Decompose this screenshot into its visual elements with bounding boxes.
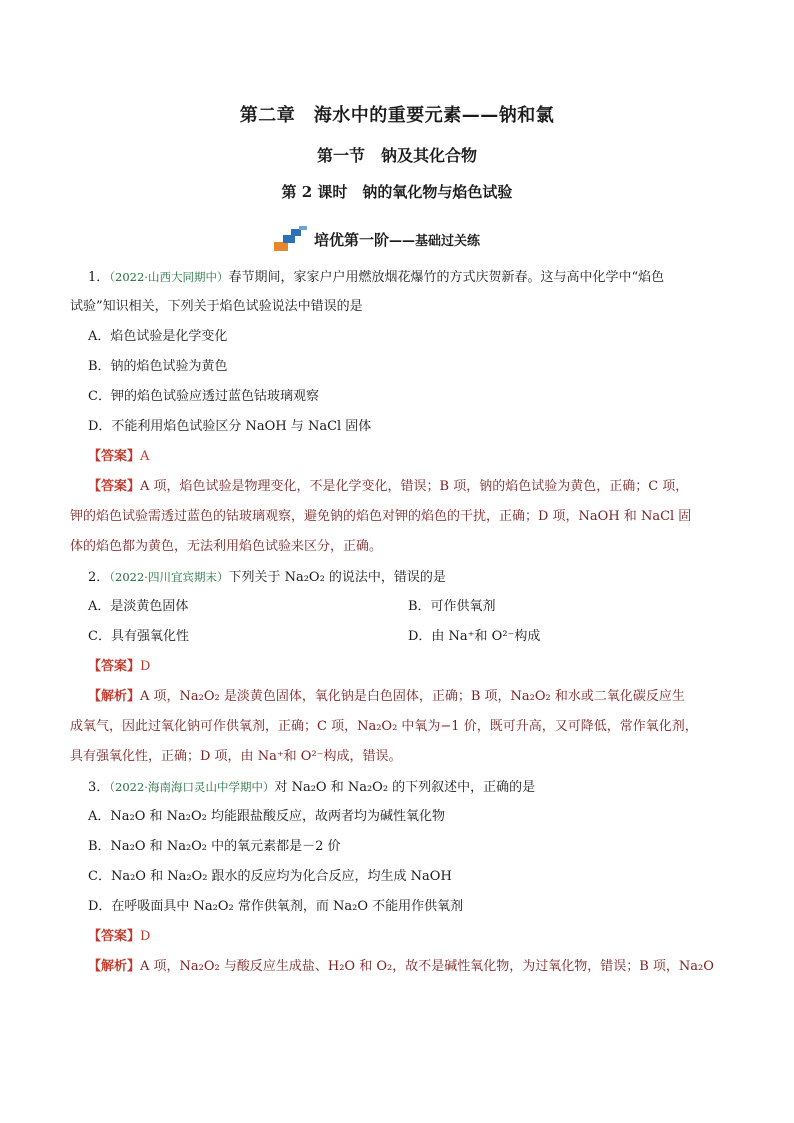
q2-stem — [70, 562, 730, 592]
level-banner — [274, 224, 480, 254]
q2-answer — [70, 652, 730, 682]
q3-option-b: B．Na₂O 和 Na₂O₂ 中的氧元素都是－2 价 — [88, 839, 341, 854]
q1-answer — [70, 442, 730, 472]
q2-options-row2 — [70, 622, 730, 652]
q2-answer-value: D — [140, 659, 151, 674]
q3-stem — [70, 772, 730, 802]
q2-source: （2022·四川宜宾期末） — [109, 570, 229, 584]
section-title: 第一节 钠及其化合物 — [316, 146, 477, 165]
q3-option-a: A．Na₂O 和 Na₂O₂ 均能跟盐酸反应，故两者均为碱性氧化物 — [88, 809, 445, 824]
q3-stem-text: 对 Na₂O 和 Na₂O₂ 的下列叙述中，正确的是 — [274, 780, 536, 795]
q2-stem-text: 下列关于 Na₂O₂ 的说法中，错误的是 — [228, 570, 446, 585]
banner-subtitle: ——基础过关练 — [389, 233, 481, 249]
lesson-title: 第 2 课时 钠的氧化物与焰色试验 — [281, 183, 513, 201]
q1-option-a: A．焰色试验是化学变化 — [88, 329, 228, 344]
q2-option-c: C．具有强氧化性 — [88, 629, 189, 644]
q1-option-b: B．钠的焰色试验为黄色 — [88, 359, 228, 374]
q3-answer — [70, 922, 730, 952]
q1-explanation-line3: 体的焰色都为黄色，无法利用焰色试验来区分，正确。 — [70, 539, 383, 554]
q3-option-d: D．在呼吸面具中 Na₂O₂ 常作供氧剂，而 Na₂O 不能用作供氧剂 — [88, 899, 464, 914]
q1-number: 1． — [88, 270, 110, 285]
q1-answer-value: A — [140, 449, 150, 464]
q2-answer-tag: 【答案】 — [88, 659, 141, 674]
q2-option-a: A．是淡黄色固体 — [88, 599, 189, 614]
q3-option-c: C．Na₂O 和 Na₂O₂ 跟水的反应均为化合反应，均生成 NaOH — [88, 869, 452, 884]
banner-title: 培优第一阶 — [314, 230, 390, 249]
q2-explanation-line3: 具有强氧化性，正确；D 项，由 Na⁺和 O²⁻构成，错误。 — [70, 749, 402, 764]
q2-option-d: D．由 Na⁺和 O²⁻构成 — [408, 629, 541, 644]
q3-explanation-tag: 【解析】 — [88, 959, 141, 974]
question-list — [70, 262, 730, 982]
q2-explanation-text1: A 项，Na₂O₂ 是淡黄色固体，氧化钠是白色固体，正确；B 项，Na₂O₂ 和水或二氧化碳反应生 — [140, 689, 685, 704]
q2-explanation-tag: 【解析】 — [88, 689, 141, 704]
q1-explanation-line2: 钾的焰色试验需透过蓝色的钴玻璃观察，避免钠的焰色对钾的焰色的干扰，正确；D 项，NaOH 和 NaCl 固 — [70, 509, 692, 524]
q2-number: 2． — [88, 570, 110, 585]
q2-explanation-line2: 成氧气，因此过氧化钠可作供氧剂，正确；C 项，Na₂O₂ 中氧为−1 价，既可升高，又可降低，常作氧化剂， — [70, 719, 698, 734]
q2-option-b: B．可作供氧剂 — [408, 599, 496, 614]
q3-answer-value: D — [140, 929, 151, 944]
q3-explanation-text1: A 项，Na₂O₂ 与酸反应生成盐、H₂O 和 O₂，故不是碱性氧化物，为过氧化物，错误；B 项，Na₂O — [140, 959, 714, 974]
q1-stem-text1: 春节期间，家家户户用燃放烟花爆竹的方式庆贺新春。这与高中化学中“焰色 — [228, 270, 665, 285]
q2-options-row1 — [70, 592, 730, 622]
q1-answer-tag: 【答案】 — [88, 449, 141, 464]
q3-number: 3． — [88, 780, 110, 795]
q1-source: （2022·山西大同期中） — [109, 270, 229, 284]
q3-answer-tag: 【答案】 — [88, 929, 141, 944]
q3-explanation-line1 — [70, 952, 730, 982]
q1-stem-line1 — [70, 262, 730, 292]
q1-explanation-line1 — [70, 472, 730, 502]
q1-explanation-text1: A 项，焰色试验是物理变化，不是化学变化，错误；B 项，钠的焰色试验为黄色，正确；C 项， — [140, 479, 689, 494]
q1-option-c: C．钾的焰色试验应透过蓝色钴玻璃观察 — [88, 389, 319, 404]
q1-stem-line2: 试验”知识相关，下列关于焰色试验说法中错误的是 — [70, 299, 363, 314]
q2-explanation-line1 — [70, 682, 730, 712]
q1-explanation-tag: 【答案】 — [88, 479, 141, 494]
chapter-title: 第二章 海水中的重要元素——钠和氯 — [239, 105, 555, 126]
q1-option-d: D．不能利用焰色试验区分 NaOH 与 NaCl 固体 — [88, 419, 372, 434]
q3-source: （2022·海南海口灵山中学期中） — [109, 780, 275, 794]
stairs-icon — [274, 226, 308, 252]
